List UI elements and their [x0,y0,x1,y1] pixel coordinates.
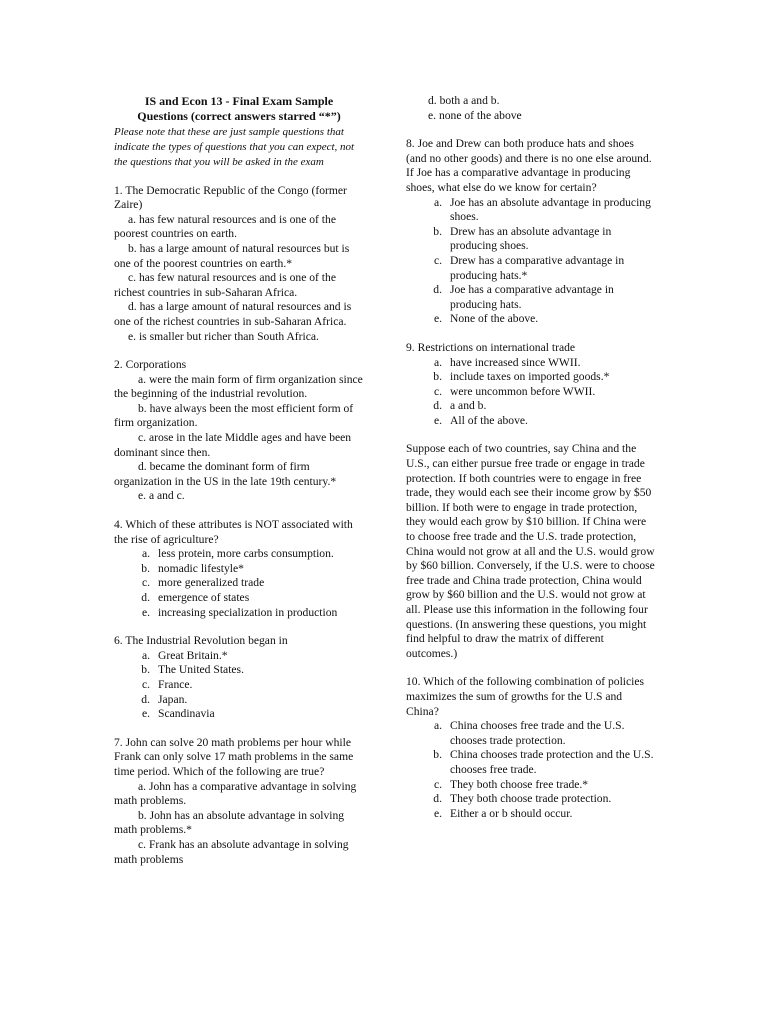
option-e: e. is smaller but richer than South Africa. [128,329,319,343]
option-a: a. were the main form of firm organization since the beginning of the industrial revolution. [114,372,363,401]
option-a: a. less protein, more carbs consumption. [141,547,334,561]
option-b: b. China chooses trade protection and the U.S. chooses free trade. [433,748,654,776]
title-line-1: IS and Econ 13 - Final Exam Sample [144,94,334,108]
option-b: b. nomadic lifestyle* [141,561,244,575]
option-c: c. were uncommon before WWII. [433,384,596,398]
question-4 [114,518,364,620]
option-c: c. Drew has a comparative advantage in producing hats.* [433,253,625,282]
option-d: d. Joe has a comparative advantage in producing hats. [433,283,614,311]
option-a: a. Great Britain.* [141,648,228,662]
option-a: a. has few natural resources and is one of the poorest countries on earth. [114,212,336,241]
option-d: d. has a large amount of natural resources and is one of the richest countries in sub-Saharan Africa. [114,300,352,328]
question-6 [114,634,364,722]
option-b: b. Drew has an absolute advantage in producing shoes. [433,224,612,253]
option-d: d. They both choose trade protection. [433,792,612,806]
document-title [114,94,364,123]
option-a: a. China chooses free trade and the U.S. chooses trade protection. [433,719,625,747]
scenario-paragraph: Suppose each of two countries, say China and the U.S., can either pursue free trade or engage in trade protection. If both countries were to engage in free trade, they would each see their income grow by $50 billion. If both were to engage in trade protection, they would each grow by $10 billion. If China were to choose free trade and the U.S. trade protection, China would not grow at all and the U.S. would grow by $60 billion. Conversely, if the U.S. were to choose free trade and China trade protection, China would grow by $60 billion and the U.S. would not grow at all. Please use this information in the following four questions. (In answering these questions, you might find helpful to draw the matrix of different outcomes.) [406,442,655,660]
option-b: b. include taxes on imported goods.* [433,370,610,384]
question-10 [406,675,656,821]
left-column [114,94,364,867]
option-d: d. Japan. [141,692,188,706]
option-b: b. John has an absolute advantage in solving math problems.* [114,808,345,837]
question-stem: 4. Which of these attributes is NOT associated with the rise of agriculture? [114,518,353,546]
option-d: d. became the dominant form of firm organization in the US in the late 19th century.* [114,460,337,488]
question-stem: 2. Corporations [114,358,187,372]
option-a: a. Joe has an absolute advantage in producing shoes. [433,195,651,224]
option-c: c. They both choose free trade.* [433,777,589,791]
option-e: e. None of the above. [433,312,539,326]
option-c: c. has few natural resources and is one of the richest countries in sub-Saharan Africa. [114,271,336,299]
question-8 [406,137,656,327]
option-a: a. John has a comparative advantage in solving math problems. [114,779,357,808]
option-e: e. a and c. [138,489,185,503]
question-9 [406,341,656,429]
option-c: c. more generalized trade [141,576,265,590]
title-line-2: Questions (correct answers starred “*”) [137,108,341,123]
option-a: a. have increased since WWII. [433,355,581,369]
question-stem: 8. Joe and Drew can both produce hats and shoes (and no other goods) and there is no one else around. If Joe has a comparative advantage in producing shoes, what else do we know for certain? [406,137,652,194]
option-e: e. increasing specialization in production [141,605,338,619]
disclaimer-note: Please note that these are just sample questions that indicate the types of questions that you can expect, not the questions that you will be asked in the exam [114,126,355,168]
question-stem: 9. Restrictions on international trade [406,340,576,354]
option-b: b. has a large amount of natural resources but is one of the poorest countries on earth.* [114,241,350,270]
option-e: e. none of the above [428,108,522,122]
right-column [406,94,656,821]
option-d: d. both a and b. [428,94,500,107]
option-e: e. All of the above. [433,413,528,427]
option-e: e. Either a or b should occur. [433,806,573,820]
option-d: d. emergence of states [141,591,250,605]
question-1 [114,184,364,345]
option-c: c. France. [141,677,193,691]
option-c: c. Frank has an absolute advantage in solving math problems [114,837,349,866]
option-e: e. Scandinavia [141,707,215,721]
question-stem: 10. Which of the following combination of policies maximizes the sum of growths for the U.S and China? [406,675,645,718]
option-d: d. a and b. [433,399,487,413]
question-stem: 1. The Democratic Republic of the Congo (former Zaire) [114,183,347,212]
question-7 [114,736,364,867]
question-2 [114,358,364,504]
option-c: c. arose in the late Middle ages and have been dominant since then. [114,431,352,459]
question-stem: 7. John can solve 20 math problems per hour while Frank can only solve 17 math problems in the same time period. Which of the following are true? [114,735,354,778]
option-b: b. have always been the most efficient form of firm organization. [114,401,354,430]
question-stem: 6. The Industrial Revolution began in [114,634,288,648]
option-b: b. The United States. [141,663,244,677]
